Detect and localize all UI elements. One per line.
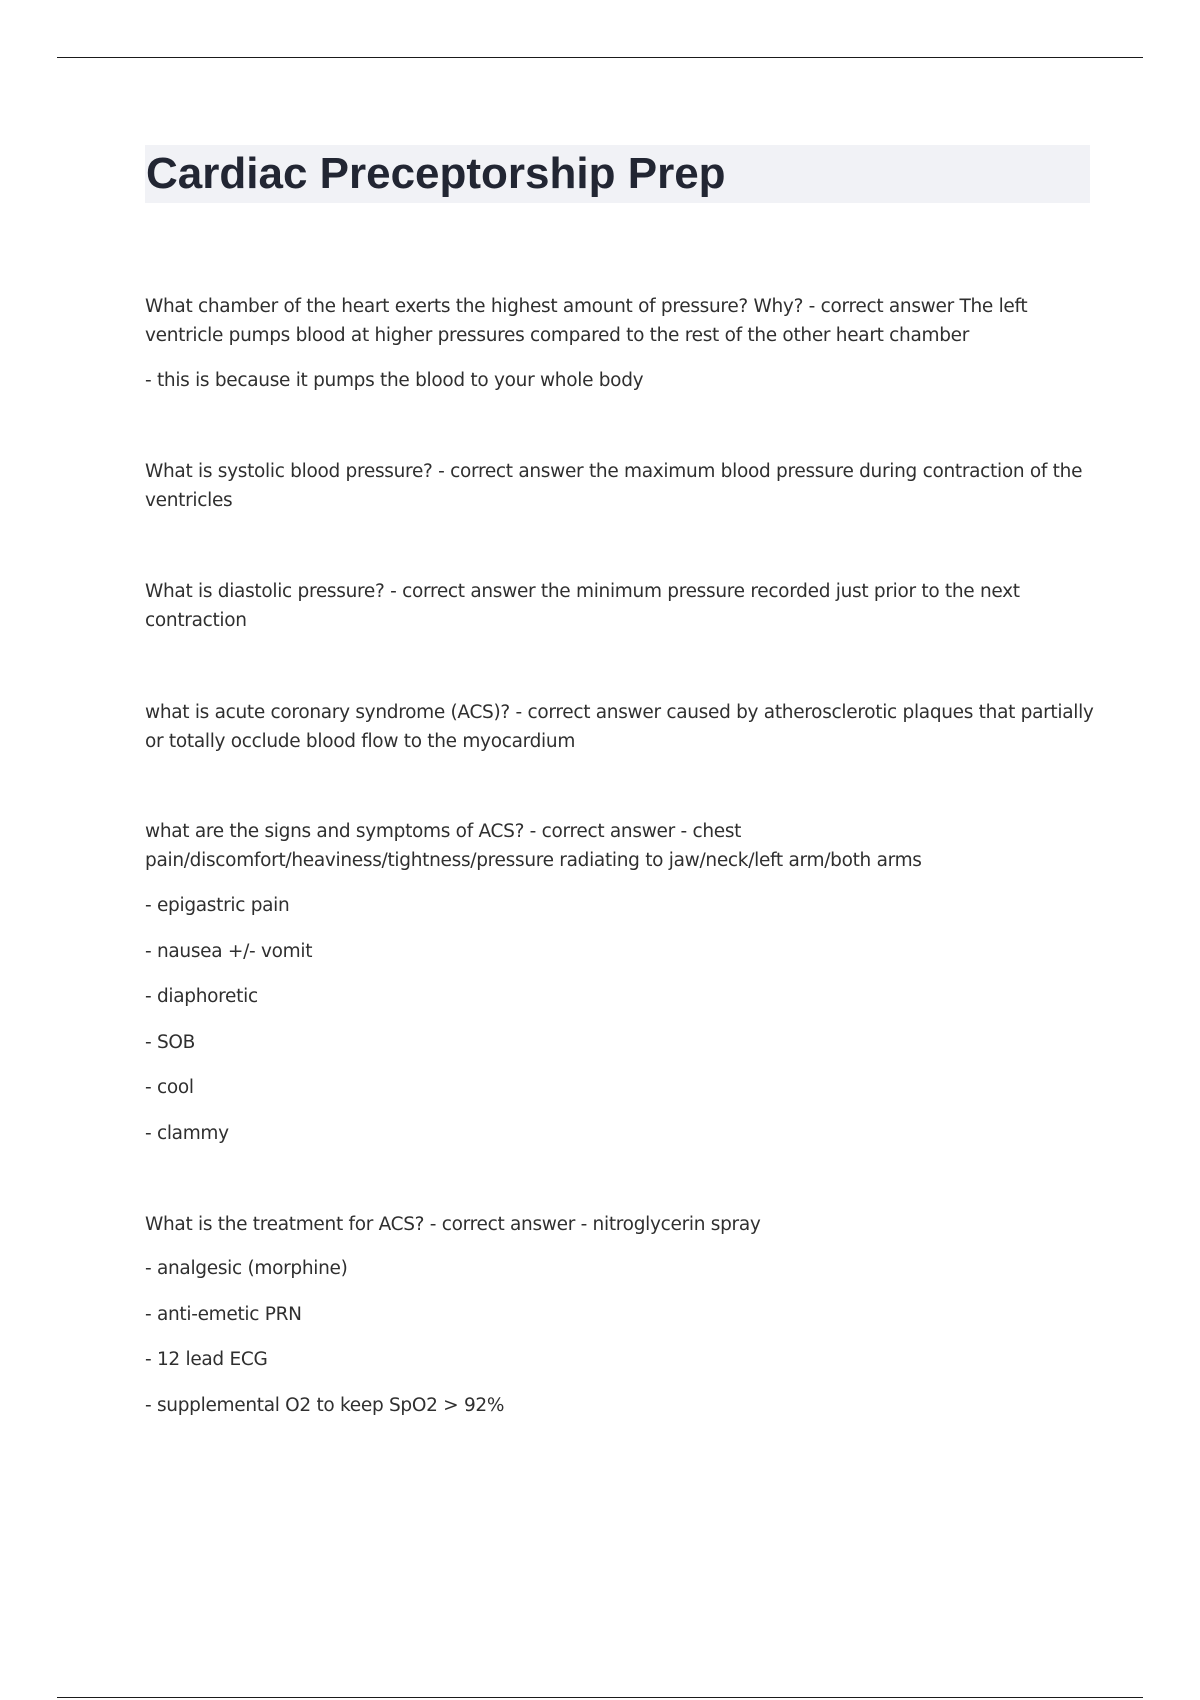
qa-entry-6-item-4: - supplemental O2 to keep SpO2 > 92% [145, 1395, 505, 1416]
page-title: Cardiac Preceptorship Prep [146, 149, 726, 198]
qa-entry-5-item-6: - clammy [145, 1123, 229, 1144]
qa-entry-2: What is systolic blood pressure? - correct answer the maximum blood pressure during contraction of the ventricles [145, 461, 1083, 511]
qa-entry-5-item-1: - epigastric pain [145, 895, 290, 916]
qa-entry-6-item-2: - anti-emetic PRN [145, 1304, 302, 1325]
bottom-rule [57, 1697, 1143, 1698]
qa-entry-5: what are the signs and symptoms of ACS? - correct answer - chest pain/discomfort/heaviness/tightness/pressure radiating to jaw/neck/left arm/both arms [145, 821, 922, 871]
qa-entry-6-item-3: - 12 lead ECG [145, 1349, 268, 1370]
qa-entry-5-item-4: - SOB [145, 1032, 196, 1053]
qa-entry-1-item-1: - this is because it pumps the blood to your whole body [145, 370, 644, 391]
qa-entry-5-item-3: - diaphoretic [145, 986, 258, 1007]
top-rule [57, 57, 1143, 58]
qa-entry-3: What is diastolic pressure? - correct answer the minimum pressure recorded just prior to the next contraction [145, 581, 1020, 631]
qa-entry-5-item-5: - cool [145, 1077, 194, 1098]
qa-entry-5-item-2: - nausea +/- vomit [145, 941, 313, 962]
qa-entry-1: What chamber of the heart exerts the highest amount of pressure? Why? - correct answer The left ventricle pumps blood at higher pressures compared to the rest of the other heart chamber [145, 296, 1028, 346]
qa-entry-4: what is acute coronary syndrome (ACS)? - correct answer caused by atherosclerotic plaques that partially or totally occlude blood flow to the myocardium [145, 702, 1094, 752]
qa-entry-6: What is the treatment for ACS? - correct answer - nitroglycerin spray [145, 1214, 761, 1235]
qa-entry-6-item-1: - analgesic (morphine) [145, 1258, 348, 1279]
